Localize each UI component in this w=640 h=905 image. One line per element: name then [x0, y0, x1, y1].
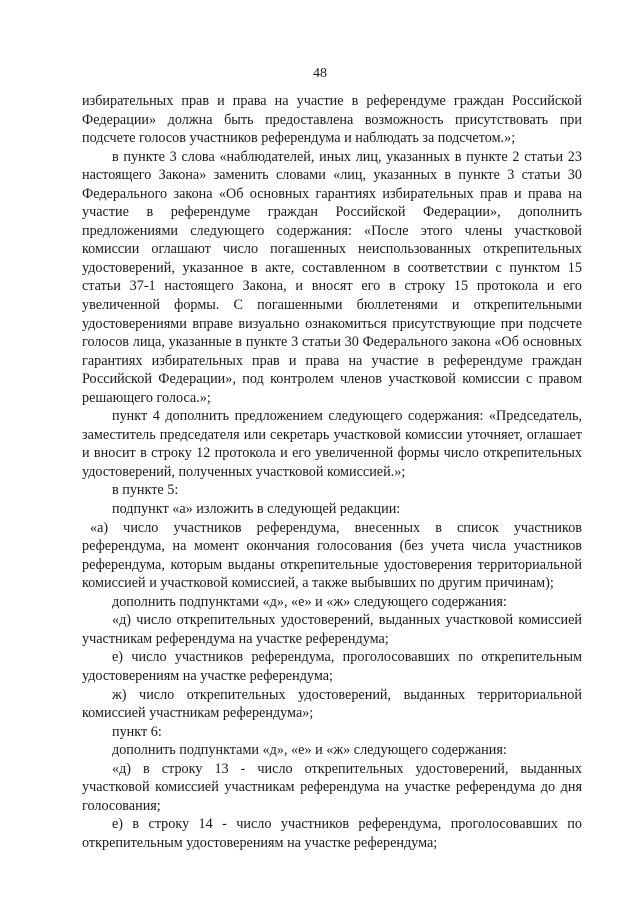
paragraph: пункт 4 дополнить предложением следующего содержания: «Председатель, заместитель председателя или секретарь участковой комиссии уточняет, оглашает и вносит в строку 12 протокола и его увеличенной формы число открепительных удостоверений, полученных участковой комиссией.»; — [82, 408, 582, 480]
paragraph: в пункте 3 слова «наблюдателей, иных лиц, указанных в пункте 2 статьи 23 настоящего Закона» заменить словами «лиц, указанных в пункте 3 статьи 30 Федерального закона «Об основных гарантиях избирательных прав и права на участие в референдуме граждан Российской Федерации», дополнить предложениями следующего содержания: «После этого члены участковой комиссии оглашают число погашенных неиспользованных открепительных удостоверений, указанное в акте, составленном в соответствии с пунктом 15 статьи 37-1 настоящего Закона, и вносят его в строку 15 протокола и его увеличенной формы. С погашенными бюллетенями и открепительными удостоверениями вправе визуально ознакомиться присутствующие при подсчете голосов лица, указанные в пункте 3 статьи 30 Федерального закона «Об основных гарантиях избирательных прав и права на участие в референдуме граждан Российской Федерации», под контролем членов участковой комиссии с правом решающего голоса.»; — [82, 148, 582, 406]
paragraph: «а) число участников референдума, внесенных в список участников референдума, на момент окончания голосования (без учета числа участников референдума, которым выданы открепительные удостоверения территориальной комиссией и участковой комиссией, а также выбывших по другим причинам); — [82, 519, 582, 592]
paragraph: подпункт «а» изложить в следующей редакции: — [112, 501, 401, 518]
page-number: 48 — [313, 66, 327, 81]
paragraph: дополнить подпунктами «д», «е» и «ж» следующего содержания: — [112, 742, 507, 759]
paragraph: «д) в строку 13 - число открепительных удостоверений, выданных участковой комиссией участникам референдума на участке референдума до дня голосования; — [82, 760, 582, 814]
document-body — [82, 92, 582, 852]
paragraph: в пункте 5: — [112, 482, 179, 499]
paragraph: е) в строку 14 - число участников референдума, проголосовавших по открепительным удостоверениям на участке референдума; — [82, 816, 582, 851]
paragraph: «д) число открепительных удостоверений, выданных участковой комиссией участникам референдума на участке референдума; — [82, 612, 582, 647]
paragraph: дополнить подпунктами «д», «е» и «ж» следующего содержания: — [112, 593, 507, 610]
paragraph: е) число участников референдума, проголосовавших по открепительным удостоверениям на участке референдума; — [82, 649, 582, 684]
paragraph: ж) число открепительных удостоверений, выданных территориальной комиссией участникам референдума»; — [82, 686, 582, 722]
paragraph: избирательных прав и права на участие в референдуме граждан Российской Федерации» должна быть предоставлена возможность присутствовать при подсчете голосов участников референдума и наблюдать за подсчетом.»; — [82, 93, 582, 147]
paragraph: пункт 6: — [112, 723, 162, 740]
